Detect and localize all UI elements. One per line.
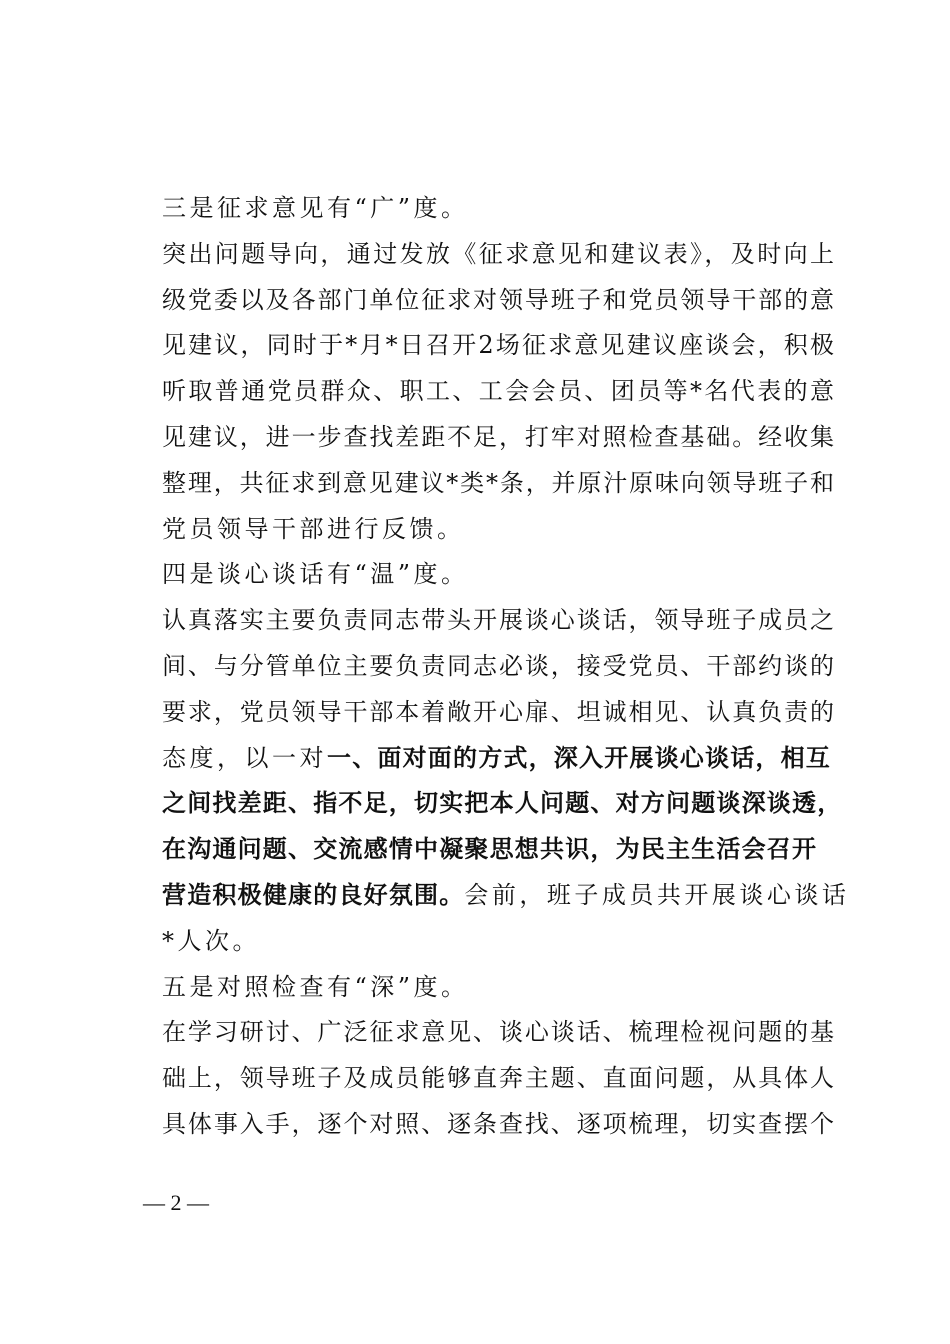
- paragraph-line: *人次。: [162, 926, 260, 955]
- paragraph-line-mixed: [162, 873, 850, 919]
- paragraph-line: 见建议，进一步查找差距不足，打牢对照检查基础。经收集: [162, 422, 834, 451]
- paragraph-line: 党员领导干部进行反馈。: [162, 514, 465, 543]
- paragraph-line: 在学习研讨、广泛征求意见、谈心谈话、梳理检视问题的基: [162, 1018, 834, 1047]
- paragraph-line: 级党委以及各部门单位征求对领导班子和党员领导干部的意: [162, 285, 834, 314]
- paragraph-line: 间、与分管单位主要负责同志必谈，接受党员、干部约谈的: [162, 651, 834, 680]
- regular-text: 会前，班子成员共开展谈心谈话: [464, 880, 850, 909]
- bold-text: 营造积极健康的良好氛围。: [162, 880, 465, 909]
- paragraph-line: 认真落实主要负责同志带头开展谈心谈话，领导班子成员之: [162, 606, 834, 635]
- section-heading-3: 三是征求意见有“广”度。: [162, 194, 469, 222]
- section-heading-4: 四是谈心谈话有“温”度。: [162, 560, 469, 589]
- bold-paragraph-line: 在沟通问题、交流感情中凝聚思想共识，为民主生活会召开: [162, 835, 818, 864]
- bold-paragraph-line: 之间找差距、指不足，切实把本人问题、对方问题谈深谈透，: [162, 789, 843, 818]
- body-text: [162, 186, 850, 1148]
- paragraph-line: 突出问题导向，通过发放《征求意见和建议表》，及时向上: [162, 239, 834, 268]
- paragraph-line: 要求，党员领导干部本着敞开心扉、坦诚相见、认真负责的: [162, 697, 834, 726]
- regular-text: 态度，以一对: [162, 743, 327, 772]
- bold-text: 一、面对面的方式，深入开展谈心谈话，相互: [327, 743, 831, 772]
- paragraph-line: 具体事入手，逐个对照、逐条查找、逐项梳理，切实查摆个: [162, 1109, 834, 1138]
- page-number: — 2 —: [143, 1190, 209, 1215]
- paragraph-line: 见建议，同时于*月*日召开2场征求意见建议座谈会，积极: [162, 331, 834, 360]
- paragraph-line: 整理，共征求到意见建议*类*条，并原汁原味向领导班子和: [162, 468, 834, 497]
- section-heading-5: 五是对照检查有“深”度。: [162, 972, 469, 1001]
- paragraph-line: 础上，领导班子及成员能够直奔主题、直面问题，从具体人: [162, 1064, 834, 1093]
- paragraph-line: 听取普通党员群众、职工、工会会员、团员等*名代表的意: [162, 377, 834, 406]
- paragraph-line-mixed: [162, 736, 834, 782]
